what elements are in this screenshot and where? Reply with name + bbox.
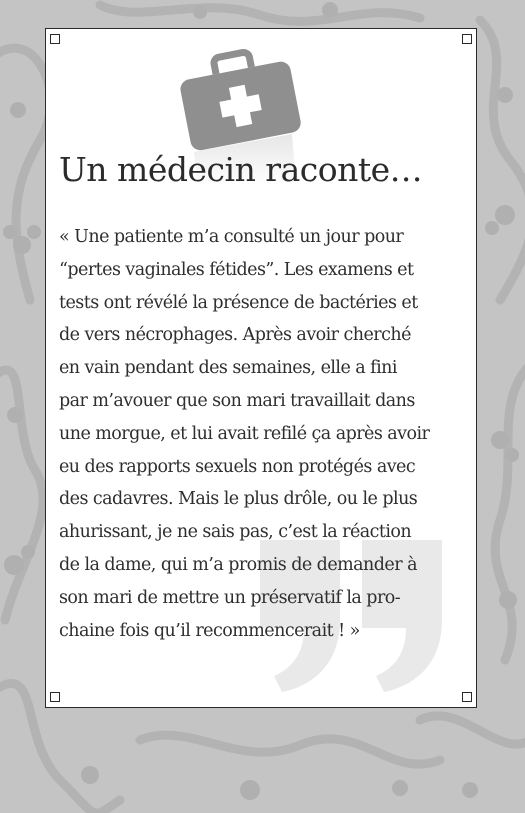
body-line: son mari de mettre un préservatif la pro- [59,587,401,608]
body-line: eu des rapports sexuels non protégés avec [59,456,416,477]
body-line: de la dame, qui m’a promis de demander à [59,554,417,575]
story-body [59,221,463,647]
body-line: une morgue, et lui avait refilé ça après avoir [59,423,430,444]
body-line: des cadavres. Mais le plus drôle, ou le plus [59,489,418,510]
body-line: chaine fois qu’il recommencerait ! » [59,620,360,641]
body-line: ahurissant, je ne sais pas, c’est la réaction [59,522,412,543]
card-corner-ornament [50,34,60,44]
body-line: de vers nécrophages. Après avoir cherché [59,325,411,346]
body-line: tests ont révélé la présence de bactéries et [59,292,418,313]
card-corner-ornament [462,34,472,44]
card-corner-ornament [462,692,472,702]
story-title: Un médecin raconte… [59,150,423,189]
body-line: « Une patiente m’a consulté un jour pour [59,227,404,247]
card-corner-ornament [50,692,60,702]
body-line: par m’avouer que son mari travaillait dans [59,390,415,411]
body-line: “pertes vaginales fétides”. Les examens et [59,259,414,280]
body-line: en vain pendant des semaines, elle a fini [59,358,397,379]
